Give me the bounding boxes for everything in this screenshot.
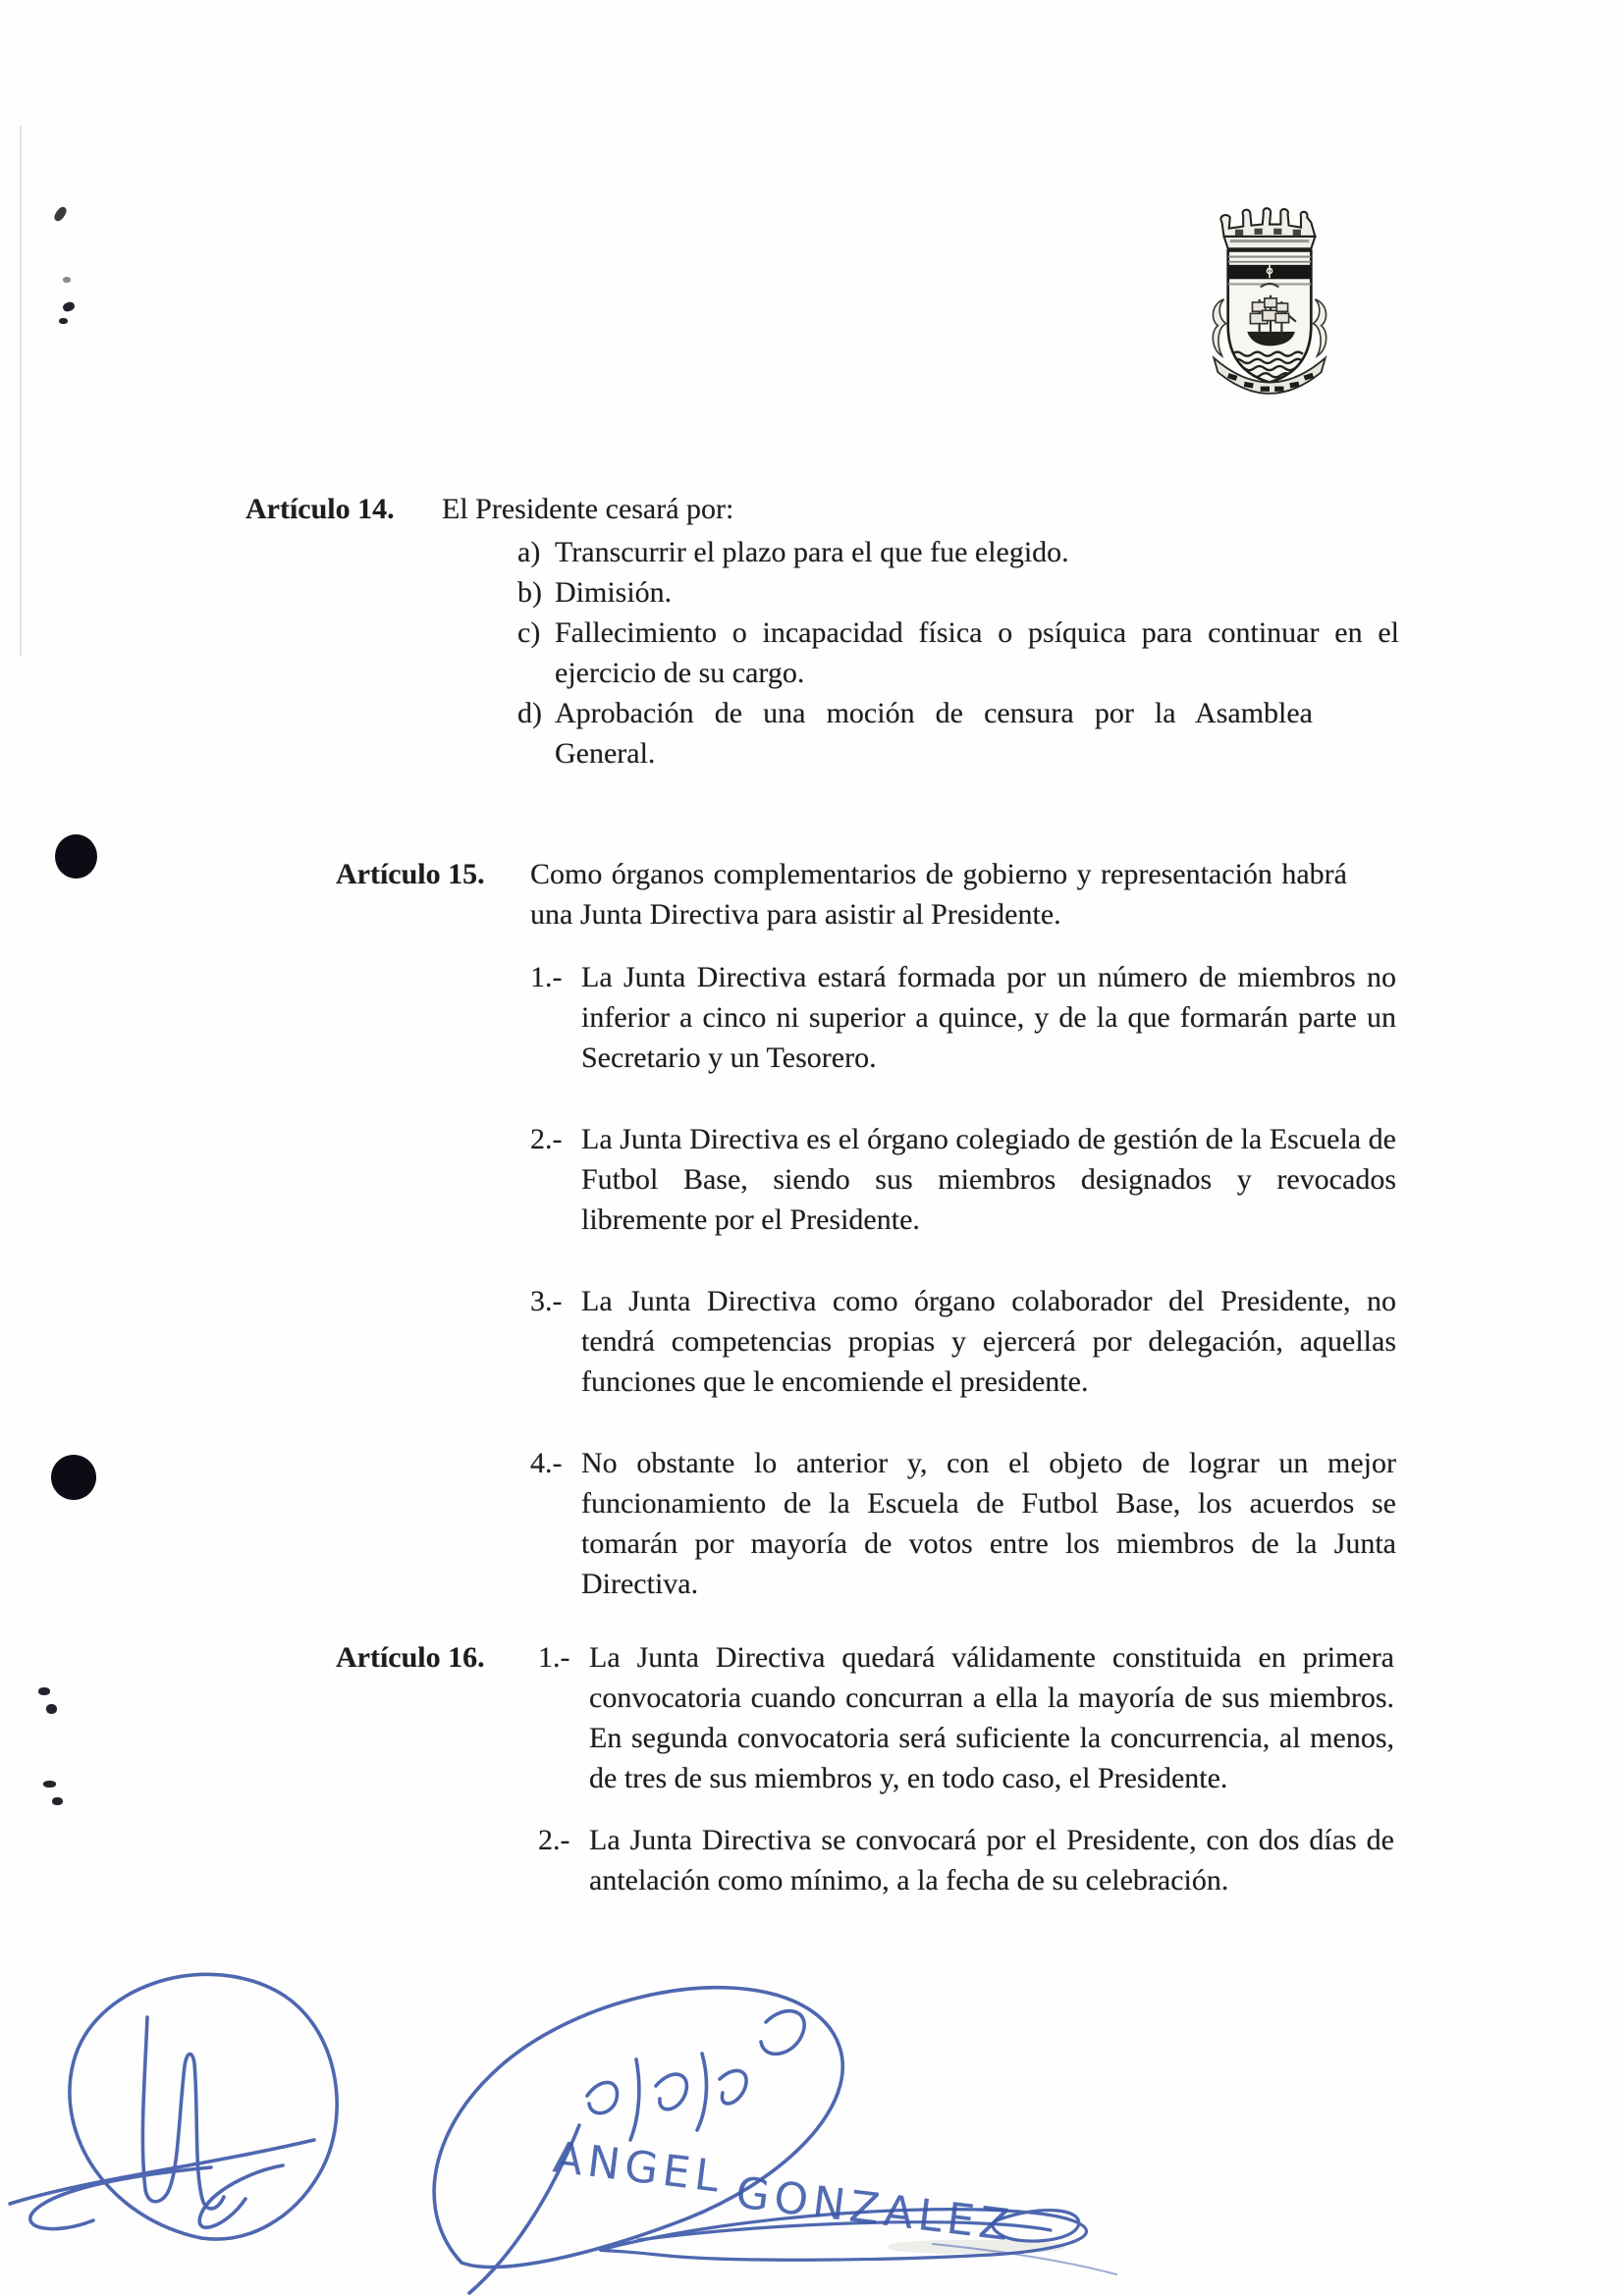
item-text: Fallecimiento o incapacidad física o psíquica para continuar en el ejercicio de su cargo.: [555, 616, 1399, 689]
item-marker: c): [517, 616, 541, 649]
item-text: La Junta Directiva estará formada por un número de miembros no inferior a cinco ni superior a quince, y de la que formarán parte un Secretario y un Tesorero.: [581, 961, 1396, 1074]
article-label: Artículo 14.: [245, 493, 395, 525]
article-label: Artículo 15.: [336, 858, 485, 890]
article-15: [336, 854, 1416, 1604]
item-text: La Junta Directiva es el órgano colegiado de gestión de la Escuela de Futbol Base, siendo sus miembros designados y revocados libremente por el Presidente.: [581, 1123, 1396, 1236]
item-text: La Junta Directiva se convocará por el Presidente, con dos días de antelación como mínimo, a la fecha de su celebración.: [589, 1824, 1394, 1896]
list-item: [517, 613, 1419, 693]
item-marker: 1.-: [538, 1641, 570, 1674]
item-text: Aprobación de una moción de censura por la Asamblea General.: [555, 697, 1313, 770]
article-14-heading: [245, 489, 1419, 529]
item-marker: 1.-: [530, 961, 563, 993]
item-marker: a): [517, 536, 541, 568]
ink-speck: [52, 205, 69, 223]
list-item: [530, 957, 1416, 1078]
ink-speck: [52, 1797, 63, 1805]
numbered-list: [530, 957, 1416, 1604]
item-text: La Junta Directiva quedará válidamente constituida en primera convocatoria cuando concurran a ella la mayoría de sus miembros. En segunda convocatoria será suficiente la concurrencia, al menos, de tres de sus miembros y, en todo caso, el Presidente.: [589, 1641, 1394, 1794]
lettered-list: [517, 532, 1419, 774]
item-marker: 4.-: [530, 1447, 563, 1479]
ink-speck: [59, 318, 68, 324]
signature-stroke-left: [10, 1974, 337, 2239]
ink-speck: [46, 1704, 57, 1714]
handwritten-name-first: ANGEL: [550, 2132, 728, 2204]
item-marker: 2.-: [530, 1123, 563, 1155]
scan-edge-line: [20, 126, 22, 656]
signature-stroke-middle: [434, 1988, 842, 2293]
item-marker: b): [517, 576, 542, 609]
list-item: [517, 693, 1419, 774]
ink-speck: [63, 277, 71, 283]
item-marker: 2.-: [538, 1824, 570, 1856]
article-15-heading: [336, 854, 1416, 934]
item-text: Dimisión.: [555, 576, 673, 609]
item-marker: d): [517, 697, 542, 729]
list-item: [538, 1820, 1394, 1900]
ink-speck: [62, 300, 76, 313]
municipal-crest-icon: [1201, 206, 1338, 399]
hole-punch-dot: [51, 1455, 96, 1500]
list-item: [530, 1119, 1416, 1240]
article-16-heading: [336, 1637, 1416, 1900]
item-text: No obstante lo anterior y, con el objeto de lograr un mejor funcionamiento de la Escuela de Futbol Base, los acuerdos se tomarán por mayoría de votos entre los miembros de la Junta Directiva.: [581, 1447, 1396, 1600]
article-intro: El Presidente cesará por:: [442, 493, 734, 525]
article-intro: Como órganos complementarios de gobierno y representación habrá una Junta Directiva para asistir al Presidente.: [530, 858, 1347, 931]
list-item: [530, 1443, 1416, 1604]
article-16: [336, 1637, 1416, 1900]
list-item: [517, 572, 1419, 613]
list-item: [517, 532, 1419, 572]
ink-speck: [43, 1781, 56, 1788]
hole-punch-dot: [55, 834, 97, 879]
ink-speck: [38, 1687, 50, 1695]
article-label: Artículo 16.: [336, 1641, 485, 1674]
list-item: [538, 1637, 1394, 1798]
item-marker: 3.-: [530, 1285, 563, 1317]
signature-area: [0, 1904, 1624, 2296]
item-text: Transcurrir el plazo para el que fue elegido.: [555, 536, 1069, 568]
numbered-list: [538, 1637, 1394, 1900]
handwritten-name-last: GONZALEZ: [732, 2167, 1017, 2252]
article-14: [245, 489, 1419, 774]
list-item: [530, 1281, 1416, 1402]
item-text: La Junta Directiva como órgano colaborador del Presidente, no tendrá competencias propias y ejercerá por delegación, aquellas funciones que le encomiende el presidente.: [581, 1285, 1396, 1398]
